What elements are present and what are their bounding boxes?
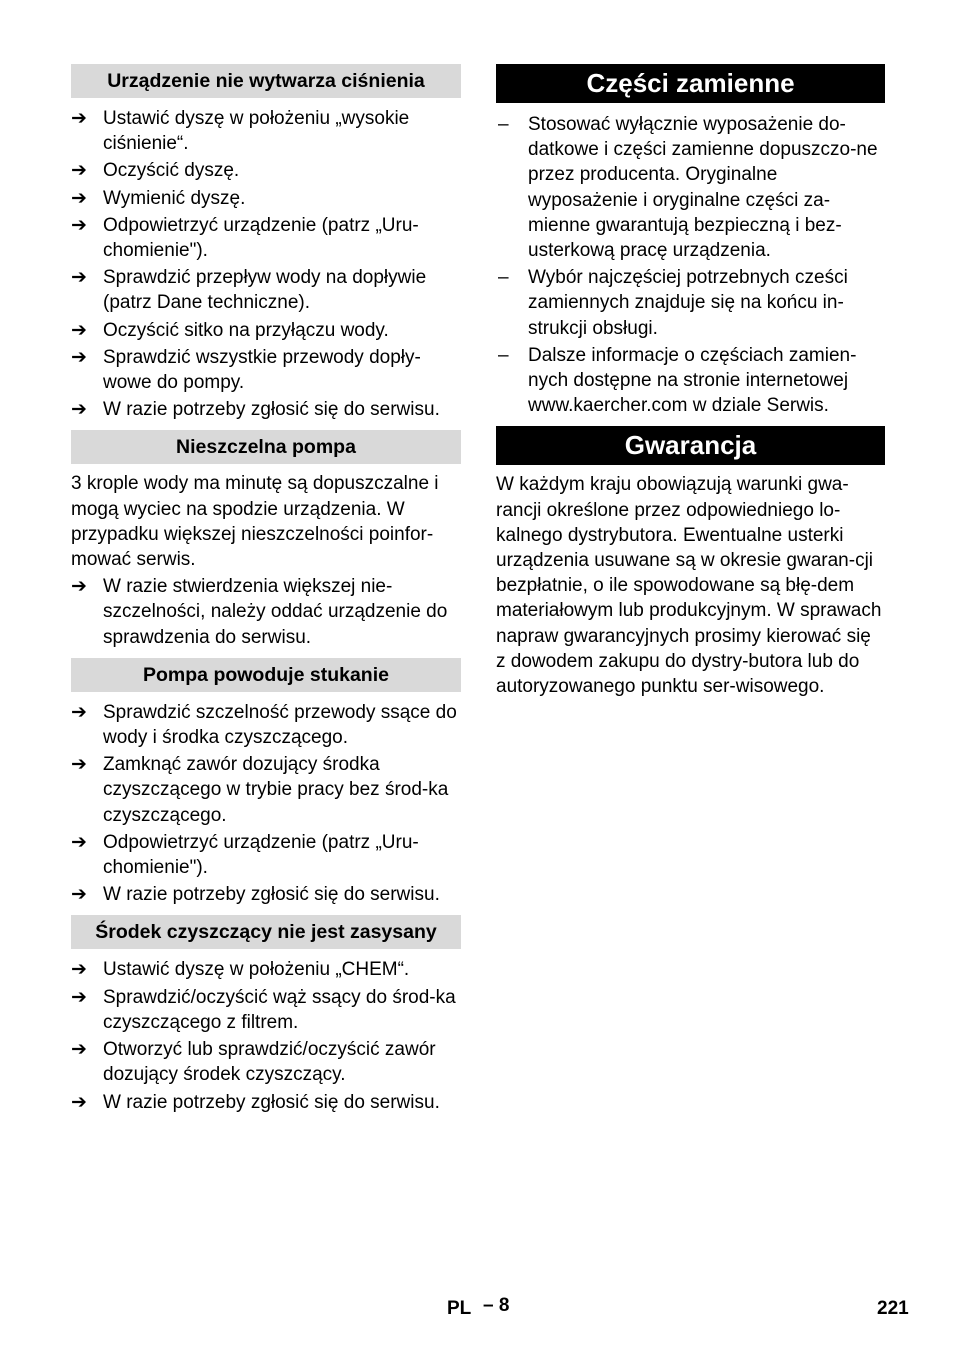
footer-language: PL xyxy=(447,1298,472,1319)
arrow-right-icon: ➔ xyxy=(71,267,87,289)
no-pressure-steps xyxy=(71,106,461,422)
arrow-right-icon: ➔ xyxy=(71,831,87,853)
list-item: ➔ Otworzyć lub sprawdzić/oczyścić zawór dozujący środek czyszczący. xyxy=(71,1039,436,1086)
leaking-pump-steps xyxy=(71,574,461,650)
section-heading-spare-parts: Części zamienne xyxy=(496,64,885,103)
list-item: ➔ W razie potrzeby zgłosić się do serwisu. xyxy=(71,882,461,907)
page-number: 221 xyxy=(877,1298,909,1319)
arrow-right-icon: ➔ xyxy=(71,160,87,182)
arrow-right-icon: ➔ xyxy=(71,319,87,341)
arrow-right-icon: ➔ xyxy=(71,399,87,421)
dash-bullet-icon: – xyxy=(498,344,509,366)
right-column xyxy=(496,64,885,699)
list-item: ➔ W razie potrzeby zgłosić się do serwisu. xyxy=(71,1090,461,1115)
list-item: ➔ Sprawdzić wszystkie przewody dopły-wowe do pompy. xyxy=(71,346,421,394)
list-item: ➔ Ustawić dyszę w położeniu „wysokie ciśnienie“. xyxy=(71,108,410,155)
arrow-right-icon: ➔ xyxy=(71,187,87,209)
section-heading-no-pressure: Urządzenie nie wytwarza ciśnienia xyxy=(71,64,461,98)
list-item: ➔ W razie stwierdzenia większej nie-szczelności, należy oddać urządzenie do sprawdzenia do serwisu. xyxy=(71,576,448,648)
arrow-right-icon: ➔ xyxy=(71,108,87,129)
arrow-right-icon: ➔ xyxy=(71,214,87,236)
list-item: ➔ Wymienić dyszę. xyxy=(71,186,461,211)
dash-bullet-icon: – xyxy=(498,114,509,135)
list-item: ➔ Oczyścić dyszę. xyxy=(71,158,461,183)
arrow-right-icon: ➔ xyxy=(71,884,87,906)
warranty-text: W każdym kraju obowiązują warunki gwa-rancji określone przez odpowiedniego lo-kalnego dystrybutora. Ewentualne usterki urządzenia usuwane są w okresie gwaran-cji bezpłatnie, o ile spowodowane są błę-dem materiałowym lub produkcyjnym. W sprawach napraw gwarancyjnych prosimy kierować się z dowodem zakupu do dystry-butora lub do autoryzowanego punktu ser-wisowego. xyxy=(496,474,882,698)
list-item: – Dalsze informacje o częściach zamien-nych dostępne na stronie internetowej www.kaercher.com w dziale Serwis. xyxy=(498,344,857,417)
arrow-right-icon: ➔ xyxy=(71,576,87,598)
arrow-right-icon: ➔ xyxy=(71,1091,87,1113)
list-item: ➔ Sprawdzić przepływ wody na dopływie (patrz Dane techniczne). xyxy=(71,267,427,314)
list-item: ➔ W razie potrzeby zgłosić się do serwisu. xyxy=(71,397,461,422)
list-item: ➔ Oczyścić sitko na przyłączu wody. xyxy=(71,318,461,343)
pump-knocking-steps xyxy=(71,700,461,908)
section-heading-pump-knocking: Pompa powoduje stukanie xyxy=(71,658,461,692)
leaking-pump-text: 3 krople wody ma minutę są dopuszczalne i mogą wyciec na spodzie urządzenia. W przypadku większej nieszczelności poinfor-mować serwis. xyxy=(71,473,439,571)
list-item: ➔ Sprawdzić szczelność przewody ssące do wody i środka czyszczącego. xyxy=(71,701,457,749)
footer-section-page: – 8 xyxy=(483,1295,510,1316)
detergent-steps xyxy=(71,957,461,1114)
list-item: ➔ Odpowietrzyć urządzenie (patrz „Uru-chomienie"). xyxy=(71,831,419,879)
list-item: ➔ Sprawdzić/oczyścić wąż ssący do środ-ka czyszczącego z filtrem. xyxy=(71,986,456,1033)
list-item: ➔ Ustawić dyszę w położeniu „CHEM“. xyxy=(71,957,461,982)
list-item: – Wybór najczęściej potrzebnych cześci zamiennych znajduje się na końcu in-strukcji obsługi. xyxy=(498,267,848,339)
list-item: ➔ Zamknąć zawór dozujący środka czyszczącego w trybie pracy bez środ-ka czyszczącego. xyxy=(71,754,449,826)
section-heading-warranty: Gwarancja xyxy=(496,426,885,465)
spare-parts-list xyxy=(496,112,885,418)
arrow-right-icon: ➔ xyxy=(71,1039,87,1061)
arrow-right-icon: ➔ xyxy=(71,959,87,981)
section-heading-detergent-not-sucked: Środek czyszczący nie jest zasysany xyxy=(71,915,461,949)
list-item: ➔ Odpowietrzyć urządzenie (patrz „Uru-chomienie"). xyxy=(71,214,419,262)
arrow-right-icon: ➔ xyxy=(71,754,87,776)
dash-bullet-icon: – xyxy=(498,267,509,289)
arrow-right-icon: ➔ xyxy=(71,701,87,723)
arrow-right-icon: ➔ xyxy=(71,986,87,1008)
left-column xyxy=(71,64,461,1115)
list-item: – Stosować wyłącznie wyposażenie do-datkowe i części zamienne dopuszczo-ne przez producenta. Oryginalne wyposażenie i oryginalne części za-mienne gwarantują bezpieczną i bez-usterkową pracę urządzenia. xyxy=(498,114,878,262)
arrow-right-icon: ➔ xyxy=(71,346,87,368)
section-heading-leaking-pump: Nieszczelna pompa xyxy=(71,430,461,464)
